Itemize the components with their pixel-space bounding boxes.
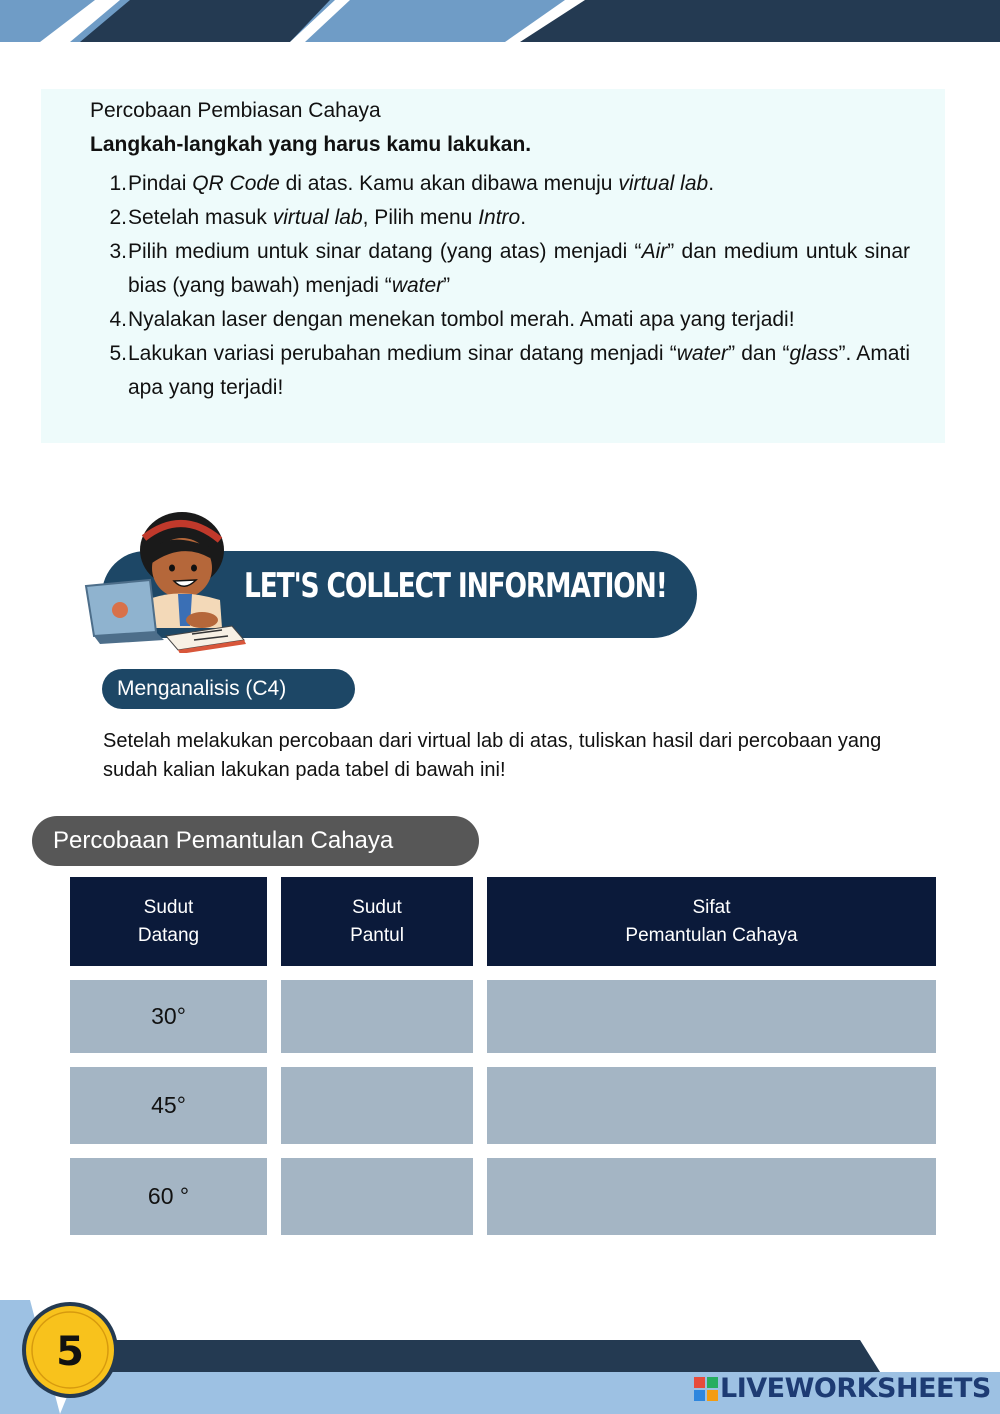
instructions-subtitle: Langkah-langkah yang harus kamu lakukan.	[90, 133, 532, 156]
reflection-angle-input[interactable]	[281, 1067, 473, 1144]
reflection-angle-answer[interactable]	[281, 1067, 473, 1144]
collect-information-title: LET'S COLLECT INFORMATION!	[244, 566, 667, 606]
step-number: 2.	[109, 206, 127, 229]
step-number: 1.	[109, 172, 127, 195]
instruction-step	[90, 337, 910, 405]
experiment-label: Percobaan Pemantulan Cahaya	[32, 816, 479, 866]
step-text: Pindai QR Code di atas. Kamu akan dibawa menuju virtual lab.	[128, 172, 715, 195]
instruction-step	[90, 167, 910, 201]
angle-cell: 60 °	[70, 1158, 267, 1235]
header-reflection-property: Sifat Pemantulan Cahaya	[487, 877, 936, 966]
reflection-property-answer[interactable]	[487, 1067, 936, 1144]
reflection-angle-input[interactable]	[281, 1158, 473, 1235]
instruction-step	[90, 201, 910, 235]
task-instructions-text: Setelah melakukan percobaan dari virtual lab di atas, tuliskan hasil dari percobaan yang sudah kalian lakukan pada tabel di bawah ini!	[103, 730, 882, 781]
reflection-property-answer[interactable]	[487, 1158, 936, 1235]
page-number: 5	[56, 1329, 84, 1375]
step-text: Pilih medium untuk sinar datang (yang atas) menjadi “Air” dan medium untuk sinar bias (yang bawah) menjadi “water”	[128, 240, 910, 297]
angle-cell: 45°	[70, 1067, 267, 1144]
liveworksheets-logo-icon	[694, 1377, 718, 1401]
reflection-property-input[interactable]	[487, 1067, 936, 1144]
skill-level-label: Menganalisis (C4)	[102, 669, 355, 709]
reflection-property-input[interactable]	[487, 980, 936, 1053]
instruction-step	[90, 303, 910, 337]
reflection-property-answer[interactable]	[487, 980, 936, 1053]
instruction-steps-list	[90, 167, 910, 405]
reflection-angle-input[interactable]	[281, 980, 473, 1053]
liveworksheets-brand	[694, 1373, 991, 1404]
angle-cell: 30°	[70, 980, 267, 1053]
step-number: 5.	[109, 342, 127, 365]
step-number: 4.	[109, 308, 127, 331]
instruction-step	[90, 235, 910, 303]
top-banner-decoration	[0, 0, 1000, 42]
reflection-angle-answer[interactable]	[281, 980, 473, 1053]
step-text: Setelah masuk virtual lab, Pilih menu Intro.	[128, 206, 527, 229]
header-reflection-angle: Sudut Pantul	[281, 877, 473, 966]
liveworksheets-wordmark: LIVEWORKSHEETS	[720, 1373, 991, 1404]
student-with-laptop-illustration	[82, 508, 252, 653]
instructions-title: Percobaan Pembiasan Cahaya	[90, 99, 381, 122]
header-incident-angle: Sudut Datang	[70, 877, 267, 966]
step-text: Nyalakan laser dengan menekan tombol merah. Amati apa yang terjadi!	[128, 308, 795, 331]
step-number: 3.	[109, 240, 127, 263]
reflection-angle-answer[interactable]	[281, 1158, 473, 1235]
reflection-property-input[interactable]	[487, 1158, 936, 1235]
step-text: Lakukan variasi perubahan medium sinar datang menjadi “water” dan “glass”. Amati apa yang terjadi!	[128, 342, 910, 399]
